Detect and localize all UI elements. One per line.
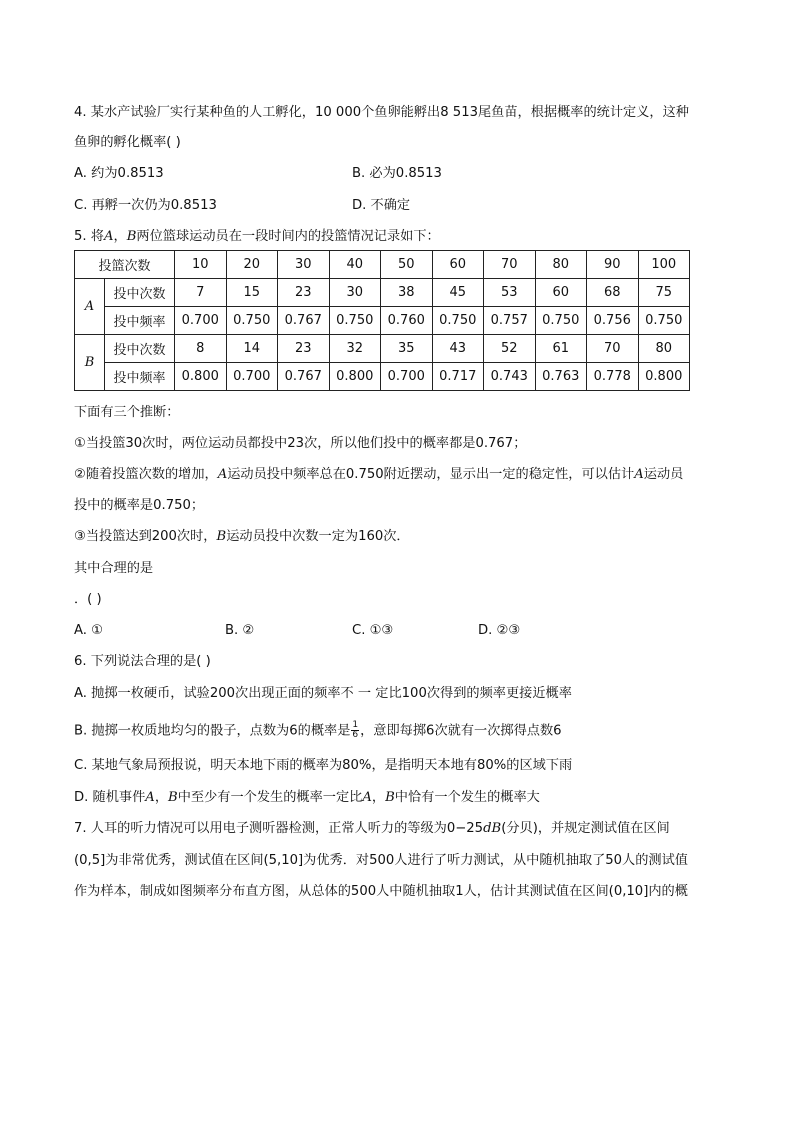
value-cell: 52 bbox=[484, 335, 536, 363]
q5-inf2-text-a: ②随着投篮次数的增加， bbox=[74, 467, 218, 482]
value-cell: 7 bbox=[175, 279, 227, 307]
attempt-count-cell: 70 bbox=[484, 251, 536, 279]
value-cell: 23 bbox=[278, 279, 330, 307]
value-cell: 14 bbox=[226, 335, 278, 363]
value-cell: 0.756 bbox=[587, 307, 639, 335]
q6-optb-text-a: B. 抛掷一枚质地均匀的骰子，点数为6的概率是 bbox=[74, 723, 351, 739]
value-cell: 0.700 bbox=[226, 363, 278, 391]
row-label-cell: 投中次数 bbox=[105, 335, 175, 363]
player-cell: A bbox=[75, 279, 105, 335]
q6-optd-text-a: D. 随机事件 bbox=[74, 790, 146, 805]
value-cell: 35 bbox=[381, 335, 433, 363]
q7-stem-line3: 作为样本，制成如图频率分布直方图，从总体的500人中随机抽取1人，估计其测试值在区间(0,10]内的概 bbox=[74, 884, 688, 899]
q5-inf2-text-c: 运动员 bbox=[643, 467, 684, 482]
value-cell: 0.750 bbox=[329, 307, 381, 335]
q5-var-a: A bbox=[103, 229, 114, 244]
fraction-one-sixth bbox=[351, 721, 359, 740]
value-cell: 0.743 bbox=[484, 363, 536, 391]
value-cell: 15 bbox=[226, 279, 278, 307]
value-cell: 0.767 bbox=[278, 307, 330, 335]
value-cell: 0.778 bbox=[587, 363, 639, 391]
q6-option-b bbox=[74, 721, 562, 741]
q5-option-b: B. ② bbox=[225, 623, 255, 638]
attempt-count-cell: 10 bbox=[175, 251, 227, 279]
value-cell: 0.760 bbox=[381, 307, 433, 335]
q4-option-d: D. 不确定 bbox=[352, 198, 411, 213]
q5-answer-paren: ．( ) bbox=[74, 592, 102, 607]
q5-inference-2-line2: 投中的概率是0.750； bbox=[74, 498, 205, 513]
fraction-denominator: 6 bbox=[352, 730, 359, 740]
q6-optb-text-b: ，意即每掷6次就有一次掷得点数6 bbox=[360, 723, 562, 739]
value-cell: 60 bbox=[535, 279, 587, 307]
q6-optd-var-a2: A bbox=[362, 790, 372, 805]
q6-optd-var-b2: B bbox=[385, 790, 395, 805]
attempt-count-cell: 90 bbox=[587, 251, 639, 279]
q7-line1-text-a: 7. 人耳的听力情况可以用电子测听器检测，正常人听力的等级为0−25 bbox=[74, 821, 484, 836]
q5-intro bbox=[74, 228, 440, 246]
q6-option-a: A. 抛掷一枚硬币，试验200次出现正面的频率不 一 定比100次得到的频率更接近概率 bbox=[74, 686, 572, 701]
table-row bbox=[75, 307, 690, 335]
value-cell: 0.700 bbox=[175, 307, 227, 335]
player-cell: B bbox=[75, 335, 105, 391]
row-label-cell: 投中频率 bbox=[105, 307, 175, 335]
q5-option-d: D. ②③ bbox=[478, 623, 521, 638]
q5-question: 其中合理的是 bbox=[74, 561, 154, 576]
value-cell: 0.800 bbox=[329, 363, 381, 391]
row-label-cell: 投中频率 bbox=[105, 363, 175, 391]
value-cell: 0.750 bbox=[226, 307, 278, 335]
value-cell: 0.700 bbox=[381, 363, 433, 391]
shooting-record-table bbox=[74, 250, 690, 391]
q5-inference-2 bbox=[74, 466, 683, 484]
q5-inf3-text-a: ③当投篮达到200次时， bbox=[74, 529, 217, 544]
q7-unit-db: dB bbox=[483, 821, 502, 836]
q6-optd-sep2: ， bbox=[371, 790, 386, 805]
value-cell: 45 bbox=[432, 279, 484, 307]
value-cell: 53 bbox=[484, 279, 536, 307]
value-cell: 0.763 bbox=[535, 363, 587, 391]
q5-inf2-var-a: A bbox=[217, 467, 228, 482]
value-cell: 0.767 bbox=[278, 363, 330, 391]
q5-var-b: B bbox=[126, 229, 137, 244]
q7-stem-line1 bbox=[74, 820, 670, 838]
value-cell: 43 bbox=[432, 335, 484, 363]
attempt-count-cell: 20 bbox=[226, 251, 278, 279]
q6-optd-var-a: A bbox=[145, 790, 155, 805]
value-cell: 68 bbox=[587, 279, 639, 307]
q5-inf2-text-b: 运动员投中频率总在0.750附近摆动，显示出一定的稳定性，可以估计 bbox=[227, 467, 635, 482]
attempt-count-cell: 50 bbox=[381, 251, 433, 279]
attempt-count-cell: 40 bbox=[329, 251, 381, 279]
q6-option-d bbox=[74, 789, 540, 807]
value-cell: 23 bbox=[278, 335, 330, 363]
q5-intro-prefix: 5. 将 bbox=[74, 229, 104, 244]
attempt-count-cell: 100 bbox=[638, 251, 690, 279]
value-cell: 0.750 bbox=[638, 307, 690, 335]
value-cell: 0.750 bbox=[432, 307, 484, 335]
q5-inf3-var-b: B bbox=[216, 529, 227, 544]
value-cell: 38 bbox=[381, 279, 433, 307]
value-cell: 75 bbox=[638, 279, 690, 307]
q5-option-c: C. ①③ bbox=[352, 623, 394, 638]
q7-line1-text-b: (分贝)，并规定测试值在区间 bbox=[501, 821, 670, 836]
value-cell: 30 bbox=[329, 279, 381, 307]
q5-inf3-text-b: 运动员投中次数一定为160次． bbox=[226, 529, 410, 544]
q4-option-a: A. 约为0.8513 bbox=[74, 166, 164, 181]
value-cell: 8 bbox=[175, 335, 227, 363]
value-cell: 0.800 bbox=[638, 363, 690, 391]
q5-inference-intro: 下面有三个推断： bbox=[74, 405, 180, 420]
q4-option-c: C. 再孵一次仍为0.8513 bbox=[74, 198, 217, 213]
q5-intro-rest: 两位篮球运动员在一段时间内的投篮情况记录如下： bbox=[136, 229, 440, 244]
fraction-numerator: 1 bbox=[352, 720, 359, 730]
row-label-cell: 投中次数 bbox=[105, 279, 175, 307]
q5-intro-sep: ， bbox=[113, 229, 127, 244]
attempt-count-cell: 30 bbox=[278, 251, 330, 279]
value-cell: 61 bbox=[535, 335, 587, 363]
q6-optd-text-b: 中至少有一个发生的概率一定比 bbox=[177, 790, 363, 805]
q6-stem: 6. 下列说法合理的是( ) bbox=[74, 654, 211, 669]
value-cell: 32 bbox=[329, 335, 381, 363]
value-cell: 0.717 bbox=[432, 363, 484, 391]
q5-option-a: A. ① bbox=[74, 623, 103, 638]
value-cell: 0.800 bbox=[175, 363, 227, 391]
value-cell: 0.750 bbox=[535, 307, 587, 335]
q6-option-c: C. 某地气象局预报说，明天本地下雨的概率为80%，是指明天本地有80%的区域下雨 bbox=[74, 758, 573, 773]
attempt-count-cell: 60 bbox=[432, 251, 484, 279]
value-cell: 80 bbox=[638, 335, 690, 363]
q4-stem-line1: 4. 某水产试验厂实行某种鱼的人工孵化，10 000个鱼卵能孵出8 513尾鱼苗，根据概率的统计定义，这种 bbox=[74, 105, 689, 120]
q5-inf2-var-a2: A bbox=[634, 467, 644, 482]
q4-option-b: B. 必为0.8513 bbox=[352, 166, 442, 181]
header-label-cell: 投篮次数 bbox=[75, 251, 175, 279]
q6-optd-sep: ， bbox=[154, 790, 169, 805]
q6-optd-var-b: B bbox=[168, 790, 178, 805]
q5-inference-3 bbox=[74, 528, 410, 546]
value-cell: 70 bbox=[587, 335, 639, 363]
table-row bbox=[75, 335, 690, 363]
q6-optd-text-c: 中恰有一个发生的概率大 bbox=[394, 790, 540, 805]
table-row bbox=[75, 363, 690, 391]
table-row bbox=[75, 279, 690, 307]
attempt-count-cell: 80 bbox=[535, 251, 587, 279]
q5-inference-1: ①当投篮30次时，两位运动员都投中23次，所以他们投中的概率都是0.767； bbox=[74, 436, 527, 451]
table-header-row bbox=[75, 251, 690, 279]
q7-stem-line2: (0,5]为非常优秀，测试值在区间(5,10]为优秀．对500人进行了听力测试，从中随机抽取了50人的测试值 bbox=[74, 853, 688, 868]
q4-stem-line2: 鱼卵的孵化概率( ) bbox=[74, 135, 181, 150]
value-cell: 0.757 bbox=[484, 307, 536, 335]
